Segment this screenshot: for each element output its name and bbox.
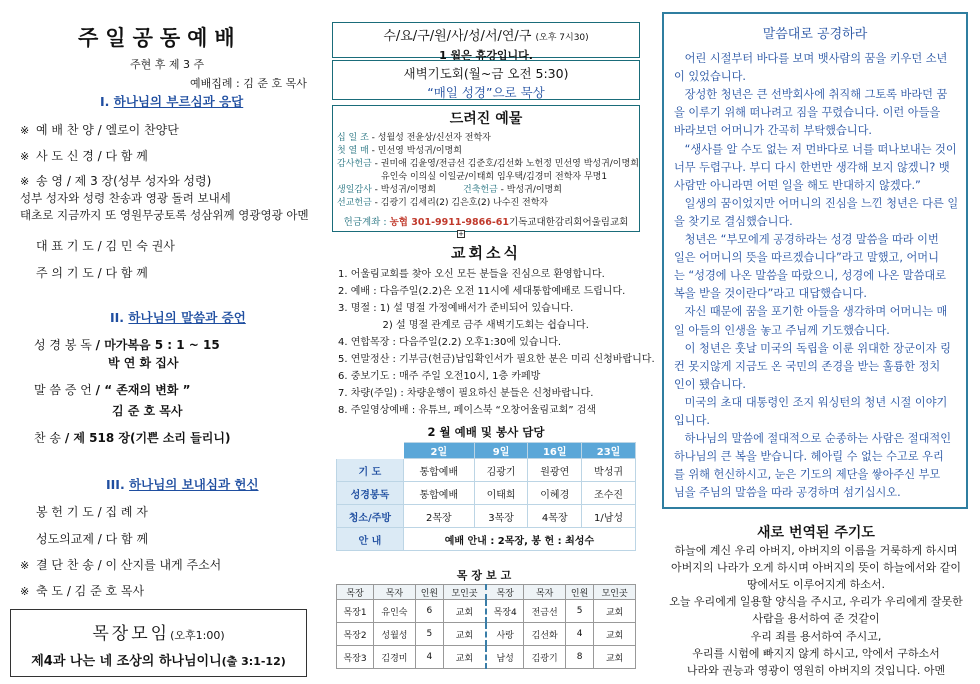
table-cell: 김선화 <box>524 623 566 646</box>
cell-report-title: 목장보고 <box>456 569 516 582</box>
order-of-worship-column <box>0 0 320 684</box>
role-cell: 기 도 <box>337 459 404 482</box>
dawn-prayer-subtitle: “매일 성경”으로 묵상 <box>427 85 545 100</box>
column-header: 인원 <box>415 585 443 600</box>
table-cell: 교회 <box>594 646 636 669</box>
date-header: 16일 <box>528 443 582 459</box>
offering-row <box>463 182 562 195</box>
offering-names: - 민선영 박성귀/이명희 <box>368 146 462 156</box>
devotional-line: 컨 못지않게 지금도 온 국민의 존경을 받는 훌륭한 정치 <box>674 359 941 373</box>
devotional-column <box>656 0 976 684</box>
devotional-line: 사람만 아니라면 어떤 일을 해도 반대하지 않겠다.” <box>674 178 921 192</box>
devotional-line: 하나님의 큰 복을 받습니다. 헤아릴 수 없는 수고로 우리 <box>674 450 944 464</box>
offering-names: - 권미애 김윤영/전금선 김준호/김선화 노헌정 민선영 박성귀/이명희 <box>371 159 639 169</box>
table-cell: 목장1 <box>337 600 374 623</box>
table-cell: 교회 <box>594 600 636 623</box>
devotional-line: 일은 어머니의 뜻을 따르겠습니다”라고 말했고, 어머니 <box>674 251 939 265</box>
table-cell: 남성 <box>486 646 524 669</box>
offering-kind: 첫 열 매 <box>337 146 369 156</box>
order-label: 송 영 <box>36 174 63 188</box>
table-cell: 교회 <box>594 623 636 646</box>
offerings-box <box>332 105 640 232</box>
devotional-line: 일 아들의 인생을 놓고 주님께 기도했습니다. <box>674 323 890 337</box>
news-item: 3. 명절 : 1) 설 명절 가정예배서가 준비되어 있습니다. <box>338 303 574 314</box>
section-1-title: 하나님의 부르심과 응답 <box>113 94 244 109</box>
table-header-row <box>337 443 636 459</box>
offering-kind: 십 일 조 <box>337 133 369 143</box>
order-label: 성 경 봉 독 <box>34 338 92 352</box>
order-row <box>22 172 211 189</box>
section-3-number: III. <box>106 477 125 492</box>
devotional-box <box>662 12 968 509</box>
devotional-line: 청년은 “부모에게 공경하라는 성경 말씀을 따라 이번 <box>674 233 939 246</box>
order-label: 축 도 <box>36 584 63 598</box>
prayer-line: 땅에서도 이루어지게 하소서. <box>746 578 885 592</box>
news-item: 8. 주일영상예배 : 유튜브, 페이스북 “오창어울림교회” 검색 <box>338 405 597 416</box>
offering-names: - 성월성 전윤상/신선자 전학자 <box>368 133 491 143</box>
order-value: / 김 준 호 목사 <box>66 584 145 598</box>
table-cell: 목장2 <box>337 623 374 646</box>
section-1-heading <box>100 92 243 110</box>
table-row <box>337 646 636 669</box>
service-schedule-table <box>336 442 636 551</box>
news-item: 1. 어울림교회를 찾아 오신 모든 분들을 진심으로 환영합니다. <box>338 269 605 280</box>
table-cell: 유인숙 <box>374 600 416 623</box>
bible-study-heading <box>333 25 639 44</box>
devotional-line: 어린 시절부터 바다를 보며 뱃사람의 꿈을 키우던 소년 <box>674 52 948 65</box>
bank-number: 농협 301-9911-9866-61 <box>389 217 510 228</box>
order-row <box>22 530 148 547</box>
table-cell: 교회 <box>444 646 486 669</box>
table-row <box>337 528 636 551</box>
order-label: 성도의교제 <box>36 532 94 546</box>
order-label: 대 표 기 도 <box>36 239 94 253</box>
table-cell: 조수진 <box>582 482 636 505</box>
date-header: 2일 <box>403 443 474 459</box>
news-item: 2. 예배 : 다음주일(2.2)은 오전 11시에 세대통합예배로 드립니다. <box>338 286 626 297</box>
dawn-prayer-title: 새벽기도회(월~금 오전 5:30) <box>403 66 569 81</box>
order-row <box>22 556 221 573</box>
hymn-value: / 제 518 장(기쁜 소리 들리니) <box>64 431 231 445</box>
table-cell: 목장4 <box>486 600 524 623</box>
devotional-line: 하나님의 말씀에 절대적으로 순종하는 사람은 절대적인 <box>674 432 952 446</box>
worship-week: 주현 후 제 3 주 <box>130 58 205 71</box>
section-3-title: 하나님의 보내심과 헌신 <box>129 477 259 492</box>
meeting-topic-line <box>11 650 306 669</box>
table-cell: 2목장 <box>403 505 474 528</box>
order-value: / 제 3 장(성부 성자와 성령) <box>66 174 212 188</box>
scripture-reader: 박 연 화 집사 <box>108 356 179 370</box>
meeting-title: 목장모임 <box>92 624 171 644</box>
offering-row <box>337 182 436 195</box>
bank-owner: 기독교대한감리회어울림교회 <box>509 217 629 228</box>
prayer-line: 우리를 시험에 빠지지 않게 하시고, 악에서 구하소서 <box>692 646 940 660</box>
order-label: 말 씀 증 언 <box>34 383 92 397</box>
offering-row <box>337 130 491 143</box>
church-news-title: 교회소식 <box>451 244 521 262</box>
service-schedule-title: 2 월 예배 및 봉사 담당 <box>427 425 545 439</box>
devotional-line: 는 “성경에 나온 말씀을 따랐으니, 성경에 나온 말씀대로 <box>674 269 947 283</box>
section-2-title: 하나님의 말씀과 증언 <box>128 310 246 325</box>
standing-mark: ※ <box>20 150 30 163</box>
lords-prayer-title: 새로 번역된 주기도 <box>757 525 875 541</box>
table-cell: 8 <box>565 646 593 669</box>
order-value: / 다 함 께 <box>97 532 149 546</box>
order-label: 예 배 찬 양 <box>36 123 94 137</box>
table-cell: 전금선 <box>524 600 566 623</box>
order-value: / 다 함 께 <box>97 149 148 163</box>
devotional-line: “생사를 알 수도 없는 저 먼바다로 너를 떠나보내는 것이 <box>674 142 957 156</box>
column-header: 목자 <box>524 585 566 600</box>
order-row <box>22 503 148 520</box>
devotional-line: 님을 주님의 말씀을 따라 공경하며 섬기십시오. <box>674 486 901 500</box>
news-item: 5. 연말정산 : 기부금(헌금)납입확인서가 필요한 분은 미리 신청바랍니다. <box>338 354 655 365</box>
meeting-ref: (출 3:1-12) <box>221 655 286 668</box>
table-cell: 1/남성 <box>582 505 636 528</box>
devotional-line: 입니다. <box>674 414 710 427</box>
order-label: 주 의 기 도 <box>36 266 94 280</box>
table-cell: 박성귀 <box>582 459 636 482</box>
devotional-line: 를 위해 헌신하시고, 눈은 기도의 제단을 쌓아주신 부모 <box>674 468 941 482</box>
prayer-line: 하늘에 계신 우리 아버지, 아버지의 이름을 거룩하게 하시며 <box>674 544 958 557</box>
table-cell: 이태희 <box>474 482 528 505</box>
bank-account <box>333 214 639 228</box>
column-header: 목자 <box>374 585 416 600</box>
column-header: 모인곳 <box>444 585 486 600</box>
devotional-line: 미국의 초대 대통령인 조지 워싱턴의 청년 시절 이야기 <box>674 395 948 409</box>
table-cell: 5 <box>565 600 593 623</box>
dawn-prayer-box <box>332 60 640 100</box>
table-cell: 3목장 <box>474 505 528 528</box>
table-cell: 원광연 <box>528 459 582 482</box>
offering-names: 유인숙 이의실 이일균/이태희 임우택/김경미 전학자 무명1 <box>381 172 608 182</box>
devotional-line: 을 이루기 위해 떠나려고 짐을 꾸렸습니다. 이런 아들을 <box>674 106 941 120</box>
table-header-row <box>337 585 636 600</box>
table-cell: 4 <box>565 623 593 646</box>
role-cell: 청소/주방 <box>337 505 404 528</box>
offerings-title: 드려진 예물 <box>449 111 523 127</box>
order-value: / 다 함 께 <box>97 266 148 280</box>
devotional-line: 장성한 청년은 큰 선박회사에 취직해 그토록 바라던 꿈 <box>674 88 948 102</box>
table-row <box>337 600 636 623</box>
offering-names: - 박성귀/이명희 <box>371 185 436 195</box>
sermon-row <box>20 381 190 398</box>
announcements-column <box>332 0 655 684</box>
devotional-line: 복을 받을 것이란다”라고 대답했습니다. <box>674 287 867 301</box>
plus-icon: + <box>458 230 464 238</box>
offering-kind: 감사헌금 <box>337 159 372 169</box>
date-header: 9일 <box>474 443 528 459</box>
standing-mark: ※ <box>20 585 30 598</box>
table-row <box>337 482 636 505</box>
table-cell: 김광기 <box>524 646 566 669</box>
role-cell: 성경봉독 <box>337 482 404 505</box>
devotional-line: 자신 때문에 꿈을 포기한 아들을 생각하며 어머니는 매 <box>674 305 948 319</box>
bank-label: 헌금계좌 : <box>343 217 387 228</box>
table-row <box>337 459 636 482</box>
cell-group-meeting-box <box>10 609 307 677</box>
sermon-preacher: 김 준 호 목사 <box>112 404 183 418</box>
order-row <box>22 147 148 164</box>
standing-mark: ※ <box>20 124 30 137</box>
table-cell: 성월성 <box>374 623 416 646</box>
section-3-heading <box>106 475 259 493</box>
hymn-row <box>20 429 230 446</box>
standing-mark: ※ <box>20 559 30 572</box>
table-row <box>337 623 636 646</box>
lyric-line: 태초로 지금까지 또 영원무궁토록 성삼위께 영광영광 아멘 <box>20 208 309 222</box>
bible-study-title: 수/요/구/원/사/성/서/연/구 <box>383 29 532 44</box>
news-item: 4. 연합목장 : 다음주일(2.2) 오후1:30에 있습니다. <box>338 337 562 348</box>
order-label: 찬 송 <box>34 431 61 445</box>
prayer-line: 나라와 권능과 영광이 영원히 아버지의 것입니다. 아멘 <box>686 663 946 677</box>
column-header: 모인곳 <box>594 585 636 600</box>
scripture-row <box>20 336 220 353</box>
table-cell: 이혜경 <box>528 482 582 505</box>
column-header: 목장 <box>337 585 374 600</box>
section-1-number: I. <box>100 94 110 109</box>
table-cell: 교회 <box>444 623 486 646</box>
worship-title: 주일공동예배 <box>78 26 242 50</box>
role-cell: 안 내 <box>337 528 404 551</box>
devotional-line: 인이 됐습니다. <box>674 377 746 391</box>
offering-row <box>381 169 607 182</box>
usher-notice: 예배 안내 : 2목장, 봉 헌 : 최성수 <box>403 528 635 551</box>
prayer-line: 아버지의 나라가 오게 하시며 아버지의 뜻이 하늘에서와 같이 <box>670 561 962 575</box>
bible-study-time: (오후 7시30) <box>535 33 589 43</box>
table-cell: 통합예배 <box>403 459 474 482</box>
order-label: 결 단 찬 송 <box>36 558 94 572</box>
table-cell: 통합예배 <box>403 482 474 505</box>
offering-kind: 건축헌금 <box>463 185 498 195</box>
order-label: 봉 헌 기 도 <box>36 505 94 519</box>
order-value: / 이 산지를 내게 주소서 <box>97 558 222 572</box>
table-cell: 4목장 <box>528 505 582 528</box>
offering-row <box>337 156 639 169</box>
table-row <box>337 505 636 528</box>
table-cell: 5 <box>415 623 443 646</box>
devotional-line: 바라보던 어머니가 간곡히 부탁했습니다. <box>674 124 872 138</box>
devotional-line: 일생의 꿈이었지만 어머니의 진심을 느낀 청년은 다른 일 <box>674 196 959 210</box>
table-cell: 사랑 <box>486 623 524 646</box>
offering-kind: 생일감사 <box>337 185 372 195</box>
table-cell: 교회 <box>444 600 486 623</box>
section-2-heading <box>110 308 246 326</box>
table-cell: 목장3 <box>337 646 374 669</box>
table-cell: 6 <box>415 600 443 623</box>
prayer-line: 오늘 우리에게 일용할 양식을 주시고, 우리가 우리에게 잘못한 <box>669 595 963 609</box>
table-cell: 김경미 <box>374 646 416 669</box>
bible-study-note: 1 월은 휴강입니다. <box>439 49 533 62</box>
order-value: / 김 민 숙 권사 <box>97 239 175 253</box>
offering-row <box>337 143 462 156</box>
devotional-line: 을 찾기로 결심했습니다. <box>674 214 793 228</box>
table-cell: 김광기 <box>474 459 528 482</box>
news-item: 6. 중보기도 : 매주 주일 오전10시, 1층 카페방 <box>338 371 541 382</box>
bible-study-box <box>332 22 640 62</box>
order-row <box>22 582 144 599</box>
offering-kind: 선교헌금 <box>337 198 372 208</box>
news-item: 7. 차량(주일) : 차량운행이 필요하신 분들은 신청바랍니다. <box>338 388 594 399</box>
sermon-title: / “ 존재의 변화 ” <box>95 383 191 397</box>
scripture-reference: / 마가복음 5 : 1 ~ 15 <box>95 338 220 352</box>
doxology-lyrics <box>20 190 309 224</box>
column-header: 인원 <box>565 585 593 600</box>
order-row <box>22 121 179 138</box>
devotional-line: 이 청년은 훗날 미국의 독립을 이룬 위대한 장군이자 링 <box>674 341 951 355</box>
meeting-heading <box>11 619 306 644</box>
section-2-number: II. <box>110 310 125 325</box>
offering-names: - 박성귀/이명희 <box>497 185 562 195</box>
order-row <box>22 264 148 281</box>
meeting-time: (오후1:00) <box>170 629 225 642</box>
meeting-topic: 제4과 나는 네 조상의 하나님이니 <box>31 654 222 669</box>
date-header: 23일 <box>582 443 636 459</box>
offering-names: - 김광기 김세리(2) 김은호(2) 나수진 전학자 <box>371 198 549 208</box>
devotional-line: 이 있었습니다. <box>674 70 746 84</box>
order-value: / 엘로이 찬양단 <box>97 123 179 137</box>
standing-mark: ※ <box>20 175 30 188</box>
news-item: 2) 설 명절 관계로 금주 새벽기도회는 쉽습니다. <box>338 320 589 331</box>
devotional-title: 말씀대로 공경하라 <box>762 27 868 42</box>
column-header: 목장 <box>486 585 524 600</box>
cell-report-table <box>336 584 636 669</box>
order-label: 사 도 신 경 <box>36 149 94 163</box>
prayer-line: 사람을 용서하여 준 것같이 <box>752 612 880 626</box>
table-corner <box>337 443 404 459</box>
devotional-line: 너무 두렵구나. 부디 다시 한번만 생각해 보지 않겠니? 뱃 <box>674 160 950 174</box>
order-value: / 집 례 자 <box>97 505 148 519</box>
offering-row <box>337 195 548 208</box>
order-row <box>22 237 175 254</box>
table-cell: 4 <box>415 646 443 669</box>
worship-leader: 예배집례 : 김 준 호 목사 <box>190 77 307 90</box>
prayer-line: 우리 죄를 용서하여 주시고, <box>750 629 882 643</box>
lyric-line: 성부 성자와 성령 찬송과 영광 돌려 보내세 <box>20 191 231 205</box>
